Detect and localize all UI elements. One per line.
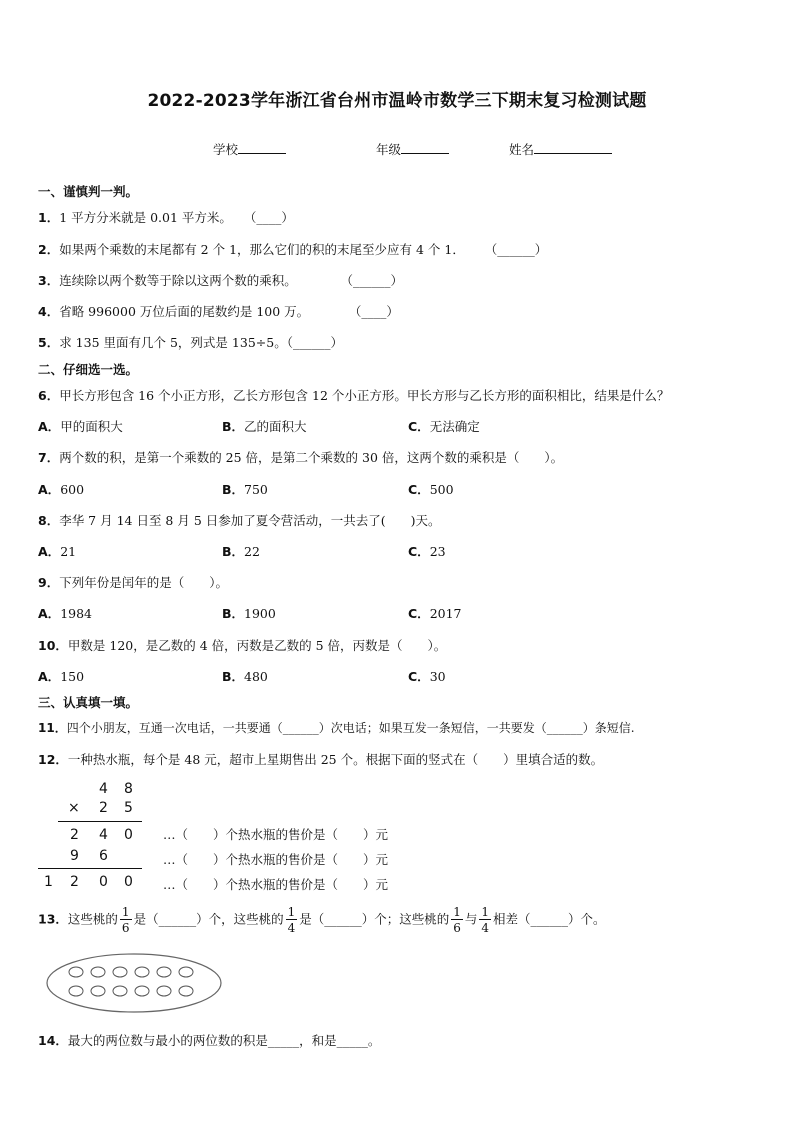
question-text: 是（______）个，这些桃的 [133, 911, 284, 927]
answer-paren[interactable]: （______） [340, 273, 403, 288]
question-text: 两个数的积，是第一个乘数的 25 倍，是第二个乘数的 30 倍，这两个数的乘积是（ ）。 [59, 450, 564, 465]
option-text: 750 [244, 482, 268, 497]
option-letter: A． [38, 544, 61, 559]
name-field [509, 140, 612, 158]
fill-hint[interactable]: …（ ）个热水瓶的售价是（ ）元 [163, 877, 389, 892]
option-text: 甲的面积大 [60, 419, 123, 434]
answer-paren[interactable]: （______） [286, 335, 343, 350]
name-blank[interactable] [534, 140, 612, 154]
question-number: 4． [38, 304, 60, 319]
question-text: 与 [464, 911, 478, 927]
question-text: 一种热水瓶，每个是 48 元，超市上星期售出 25 个。根据下面的竖式在（ ）里填合适的数。 [67, 752, 604, 767]
peach-icon [69, 967, 83, 977]
peach-icon [157, 986, 171, 996]
digit: 0 [124, 874, 133, 890]
option-letter: B． [222, 669, 245, 684]
school-blank[interactable] [238, 140, 286, 154]
denominator: 4 [287, 921, 296, 935]
digit: 4 [99, 827, 108, 843]
option-letter: B． [222, 482, 245, 497]
fill-hint[interactable]: …（ ）个热水瓶的售价是（ ）元 [163, 852, 389, 867]
question-2 [38, 240, 547, 258]
question-text: 求 135 里面有几个 5，列式是 135÷5。 [59, 335, 287, 350]
denominator: 6 [121, 921, 130, 935]
section-heading-1: 一、谨慎判一判。 [38, 184, 139, 199]
school-label: 学校 [213, 142, 239, 157]
denominator: 6 [453, 921, 461, 935]
answer-paren[interactable]: （______） [484, 242, 548, 257]
question-text: 如果两个乘数的末尾都有 2 个 1，那么它们的积的末尾至少应有 4 个 1． [59, 242, 465, 257]
answer-paren[interactable]: （____） [243, 210, 294, 225]
question-7 [38, 448, 563, 466]
school-field [213, 140, 286, 158]
question-8 [38, 511, 441, 529]
option-c[interactable] [408, 542, 446, 560]
option-c[interactable] [408, 667, 446, 685]
option-text: 无法确定 [429, 419, 480, 434]
question-text: 李华 7 月 14 日至 8 月 5 日参加了夏令营活动，一共去了( )天。 [59, 513, 441, 528]
question-14 [38, 1031, 380, 1049]
option-b[interactable] [222, 667, 268, 685]
times-sign: × [68, 800, 80, 816]
option-text: 150 [60, 669, 85, 684]
question-5 [38, 333, 343, 351]
name-label: 姓名 [509, 142, 535, 157]
question-number: 5． [38, 335, 60, 350]
denominator: 4 [481, 921, 490, 935]
question-text: 省略 996000 万位后面的尾数约是 100 万。 [59, 304, 310, 319]
option-text: 1900 [244, 606, 276, 621]
option-text: 30 [429, 669, 446, 684]
option-text: 600 [60, 482, 85, 497]
numerator: 1 [481, 905, 490, 919]
option-text: 1984 [60, 606, 92, 621]
question-10 [38, 636, 446, 654]
digit: 0 [99, 874, 108, 890]
question-text: 1 平方分米就是 0.01 平方米。 [59, 210, 232, 225]
digit: 6 [99, 848, 108, 864]
digit: 2 [99, 800, 108, 816]
question-number: 12． [38, 752, 68, 767]
peach-icon [179, 967, 193, 977]
option-c[interactable] [408, 417, 480, 435]
digit: 8 [124, 781, 133, 797]
digit: 2 [70, 827, 79, 843]
option-letter: C． [408, 482, 430, 497]
option-text: 21 [60, 544, 77, 559]
peach-icon [91, 986, 105, 996]
fraction-one-fourth [286, 906, 298, 934]
question-number: 13． [38, 911, 68, 927]
question-number: 14． [38, 1033, 68, 1048]
question-text: 下列年份是闰年的是（ ）。 [59, 575, 228, 590]
peach-icon [179, 986, 193, 996]
question-number: 6． [38, 388, 60, 403]
option-text: 480 [244, 669, 268, 684]
answer-paren[interactable]: （____） [348, 304, 399, 319]
question-1 [38, 208, 294, 226]
question-text: 最大的两位数与最小的两位数的积是_____，和是_____。 [67, 1033, 381, 1048]
fraction-one-fourth [479, 906, 491, 934]
option-b[interactable] [222, 542, 260, 560]
numerator: 1 [453, 905, 461, 919]
section-heading-2: 二、仔细选一选。 [38, 362, 139, 377]
digit: 2 [70, 874, 79, 890]
option-b[interactable] [222, 480, 268, 498]
question-13 [38, 906, 606, 934]
question-9 [38, 573, 228, 591]
question-text: 连续除以两个数等于除以这两个数的乘积。 [59, 273, 297, 288]
option-letter: C． [408, 419, 430, 434]
option-letter: B． [222, 419, 245, 434]
option-letter: A． [38, 419, 61, 434]
peach-icon [157, 967, 171, 977]
option-c[interactable] [408, 480, 454, 498]
option-b[interactable] [222, 604, 276, 622]
option-a[interactable] [38, 417, 123, 435]
option-letter: C． [408, 669, 430, 684]
question-4 [38, 302, 399, 320]
option-text: 2017 [429, 606, 462, 621]
divider-line [38, 868, 142, 869]
digit: 4 [99, 781, 108, 797]
peach-icon [91, 967, 105, 977]
divider-line [58, 821, 142, 822]
option-letter: C． [408, 606, 430, 621]
question-text: 是（______）个；这些桃的 [299, 911, 450, 927]
plate-outline [47, 954, 221, 1012]
option-letter: A． [38, 606, 61, 621]
digit: 1 [44, 874, 53, 890]
digit: 0 [124, 827, 133, 843]
page-title: 2022-2023学年浙江省台州市温岭市数学三下期末复习检测试题 [147, 91, 647, 111]
option-letter: B． [222, 544, 245, 559]
option-b[interactable] [222, 417, 307, 435]
section-heading-3: 三、认真填一填。 [38, 695, 139, 710]
option-text: 乙的面积大 [244, 419, 307, 434]
digit: 9 [70, 848, 79, 864]
peach-icon [69, 986, 83, 996]
question-number: 11． [38, 721, 67, 735]
option-a[interactable] [38, 542, 76, 560]
numerator: 1 [121, 905, 130, 919]
peach-icon [135, 986, 149, 996]
question-text: 甲长方形包含 16 个小正方形，乙长方形包含 12 个小正方形。甲长方形与乙长方形的面积相比，结果是什么？ [59, 388, 670, 403]
question-number: 8． [38, 513, 60, 528]
numerator: 1 [287, 905, 296, 919]
question-6 [38, 386, 669, 404]
question-number: 2． [38, 242, 60, 257]
peach-plate-illustration [44, 951, 224, 1015]
question-12 [38, 750, 603, 768]
option-a[interactable] [38, 480, 84, 498]
option-a[interactable] [38, 604, 92, 622]
option-letter: B． [222, 606, 245, 621]
digit: 5 [124, 800, 133, 816]
question-number: 3． [38, 273, 60, 288]
fill-hint[interactable]: …（ ）个热水瓶的售价是（ ）元 [163, 827, 389, 842]
grade-blank[interactable] [401, 140, 449, 154]
question-number: 9． [38, 575, 60, 590]
question-3 [38, 271, 403, 289]
peach-icon [113, 967, 127, 977]
option-letter: A． [38, 669, 61, 684]
question-11 [38, 719, 635, 736]
question-number: 1． [38, 210, 60, 225]
question-text: 甲数是 120，是乙数的 4 倍，丙数是乙数的 5 倍，丙数是（ ）。 [67, 638, 447, 653]
question-text: 这些桃的 [67, 911, 118, 927]
question-number: 10． [38, 638, 68, 653]
fraction-one-sixth [451, 906, 463, 934]
option-a[interactable] [38, 667, 84, 685]
option-text: 500 [429, 482, 454, 497]
peach-icon [113, 986, 127, 996]
question-number: 7． [38, 450, 60, 465]
question-text: 四个小朋友，互通一次电话，一共要通（______）次电话；如果互发一条短信，一共要发（______）条短信. [66, 721, 635, 735]
question-text: 相差（______）个。 [493, 911, 606, 927]
grade-field [376, 140, 449, 158]
option-letter: C． [408, 544, 430, 559]
option-text: 22 [244, 544, 260, 559]
grade-label: 年级 [376, 142, 402, 157]
fraction-one-sixth [120, 906, 132, 934]
option-text: 23 [429, 544, 446, 559]
option-letter: A． [38, 482, 61, 497]
peach-icon [135, 967, 149, 977]
option-c[interactable] [408, 604, 462, 622]
